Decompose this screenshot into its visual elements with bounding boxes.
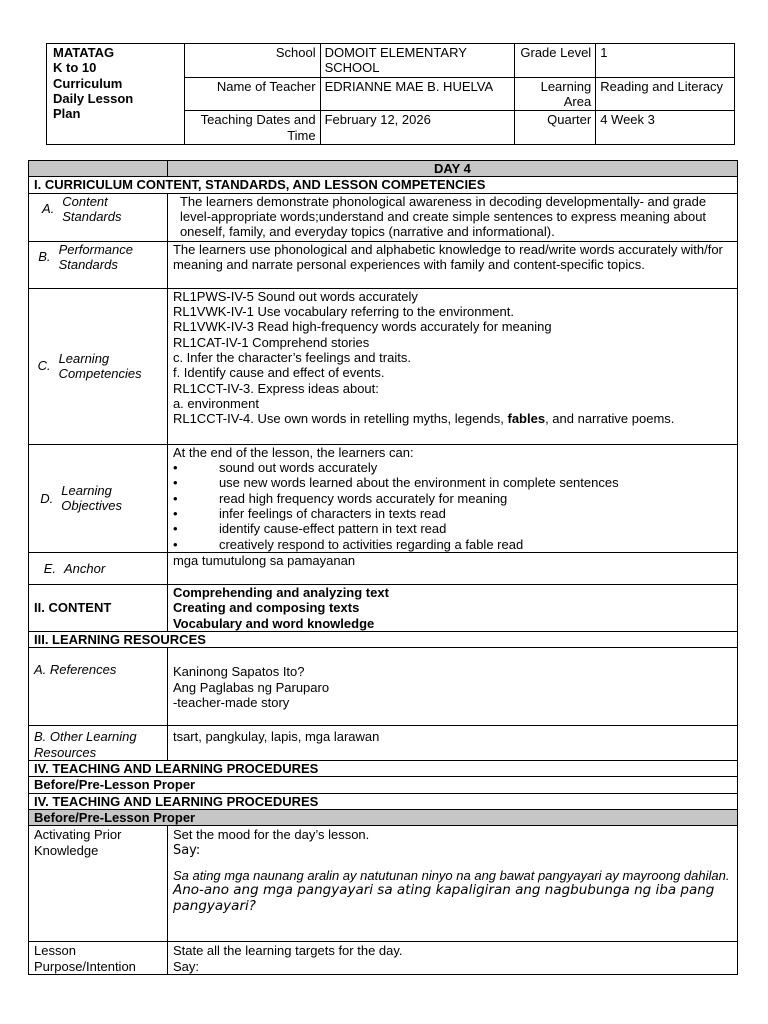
grade-value: 1 [596,44,735,78]
area-value: Reading and Literacy [596,77,735,111]
anchor-label: Anchor [64,560,106,576]
list-item: • use new words learned about the environment in complete sentences [173,475,732,490]
letter: B. [38,249,51,265]
title-line: K to 10 [53,60,97,76]
lesson-plan-table [28,160,738,975]
objectives-list [173,460,732,552]
content-text [167,584,737,631]
grade-label: Grade Level [515,44,596,78]
performance-standards-text: The learners use phonological and alphabetic knowledge to read/write words accurately with/for meaning and narrate personal experiences with family and content-specific topics. [167,241,737,288]
objectives-label: Learning Objectives [61,482,122,514]
reference-line: Kaninong Sapatos Ito? [172,664,305,680]
content-standards-label: Content Standards [62,193,122,224]
day-label: DAY 4 [167,161,737,177]
before-lesson-heading-repeat: Before/Pre-Lesson Proper [29,809,738,825]
letter: D. [40,490,54,506]
performance-standards-label-cell [29,241,168,288]
title-line: MATATAG [53,45,115,60]
competency-line: RL1CCT-IV-3. Express ideas about: [172,380,379,396]
activating-text [167,826,737,942]
area-label: Learning Area [515,77,596,111]
competency-text: , and narrative poems. [545,411,675,427]
section-3-heading: III. LEARNING RESOURCES [29,631,738,647]
activating-question: Ano-ano ang mga pangyayari sa ating kapaligiran ang nagbubunga ng iba pang pangyayari? [172,882,715,915]
letter: E. [43,560,56,576]
competency-line: RL1PWS-IV-5 Sound out words accurately [172,288,418,304]
list-item: • creatively respond to activities regarding a fable read [173,537,732,552]
quarter-value: 4 Week 3 [596,111,735,145]
section-4-heading: IV. TEACHING AND LEARNING PROCEDURES [29,760,738,776]
list-item: • infer feelings of characters in texts read [173,506,732,521]
say-label: Say: [172,958,199,974]
competency-bold: fables [507,411,546,427]
reference-line: -teacher-made story [172,694,290,710]
list-item: • read high frequency words accurately for meaning [173,491,732,506]
title-line: Plan [53,106,81,122]
competency-line: RL1VWK-IV-1 Use vocabulary referring to the environment. [172,303,514,319]
references-text [167,648,737,726]
dlp-title [47,44,185,145]
title-line: Daily Lesson [53,90,134,106]
activating-italic: Sa ating mga naunang aralin ay natutunan ninyo na ang bawat pangyayari ay mayroong dahilan. [172,867,730,883]
school-label: School [184,44,320,78]
activating-label: Activating Prior Knowledge [29,826,168,942]
other-resources-label: B. Other Learning Resources [29,726,168,761]
before-lesson-heading: Before/Pre-Lesson Proper [29,777,738,793]
header-table [46,43,735,145]
list-item: • sound out words accurately [173,460,732,475]
letter: C. [37,358,51,374]
anchor-text: mga tumutulong sa pamayanan [167,552,737,584]
day-spacer [29,161,168,177]
objectives-label-cell [29,444,168,552]
purpose-label: Lesson Purpose/Intention [29,942,168,975]
teacher-value: EDRIANNE MAE B. HUELVA [320,77,515,111]
dates-value: February 12, 2026 [320,111,515,145]
objectives-intro: At the end of the lesson, the learners can: [172,444,414,460]
competencies-label: Learning Competencies [58,350,142,382]
references-label: A. References [29,648,168,726]
dates-label: Teaching Dates and Time [184,111,320,145]
anchor-label-cell [29,552,168,584]
content-standards-text: The learners demonstrate phonological awareness in decoding developmentally- and grade level-appropriate words;understand and create simple sentences to express meaning about oneself, family, and everyday topics (narrative and informational). [167,193,737,241]
letter: A. [41,201,55,217]
purpose-text [167,942,737,975]
other-resources-text: tsart, pangkulay, lapis, mga larawan [167,726,737,761]
activating-line: Set the mood for the day’s lesson. [172,827,370,843]
content-standards-label-cell [29,193,168,241]
competency-line-last [173,411,732,426]
performance-standards-label: Performance Standards [58,241,133,272]
competency-line: a. environment [172,395,259,411]
section-4-heading-repeat: IV. TEACHING AND LEARNING PROCEDURES [29,793,738,809]
list-item: • identify cause-effect pattern in text read [173,521,732,536]
competency-line: c. Infer the character’s feelings and traits. [172,349,411,365]
competency-line: RL1VWK-IV-3 Read high-frequency words accurately for meaning [172,319,552,335]
content-line: Vocabulary and word knowledge [172,615,375,631]
competency-line: f. Identify cause and effect of events. [172,365,385,381]
purpose-line: State all the learning targets for the day. [172,943,403,959]
say-label: Say: [172,842,201,858]
title-line: Curriculum [53,75,123,91]
section-1-heading: I. CURRICULUM CONTENT, STANDARDS, AND LESSON COMPETENCIES [29,177,738,193]
competencies-text [167,288,737,444]
competencies-label-cell [29,288,168,444]
quarter-label: Quarter [515,111,596,145]
reference-line: Ang Paglabas ng Paruparo [172,679,330,695]
competency-line: RL1CAT-IV-1 Comprehend stories [172,334,370,350]
content-line: Comprehending and analyzing text [172,584,389,600]
content-line: Creating and composing texts [172,600,360,616]
school-value: DOMOIT ELEMENTARY SCHOOL [320,44,515,78]
teacher-label: Name of Teacher [184,77,320,111]
competency-text: RL1CCT-IV-4. Use own words in retelling myths, legends, [172,411,508,427]
objectives-text [167,444,737,552]
content-label: II. CONTENT [29,584,168,631]
